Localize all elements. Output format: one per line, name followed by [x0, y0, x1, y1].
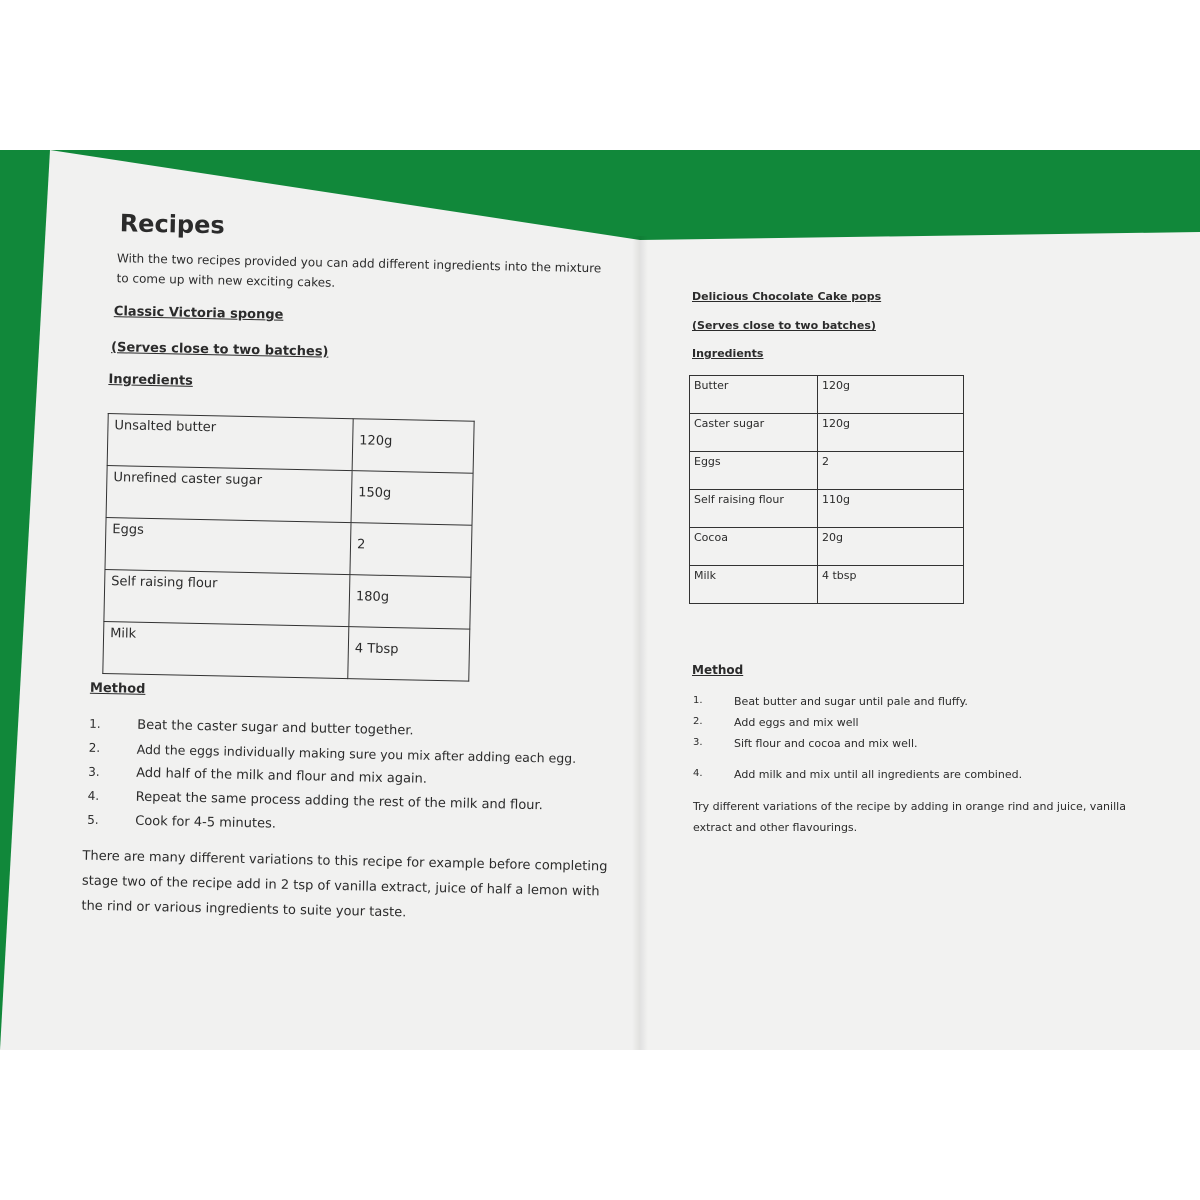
ingredient-name: Butter	[690, 376, 818, 414]
ingredients-label: Ingredients	[692, 347, 764, 360]
ingredient-name: Caster sugar	[690, 414, 818, 452]
step-number: 3.	[88, 764, 100, 779]
ingredient-qty: 110g	[818, 490, 964, 528]
intro-line-1: With the two recipes provided you can add different ingredients into the mixture	[116, 251, 602, 276]
intro-line-2: to come up with new exciting cakes.	[116, 271, 336, 290]
ingredient-qty: 120g	[818, 414, 964, 452]
variation-note-line-1: Try different variations of the recipe by adding in orange rind and juice, vanilla	[693, 800, 1126, 813]
step-number: 1.	[89, 716, 101, 731]
step-text: Add eggs and mix well	[734, 716, 859, 729]
variation-note-line-3: the rind or various ingredients to suite your taste.	[81, 898, 407, 921]
serves-note: (Serves close to two batches)	[692, 319, 876, 332]
table-row	[690, 376, 964, 414]
step-text: Sift flour and cocoa and mix well.	[734, 737, 918, 750]
ingredient-qty: 120g	[818, 376, 964, 414]
ingredient-name: Eggs	[690, 452, 818, 490]
table-row	[690, 490, 964, 528]
step-text: Add half of the milk and flour and mix again.	[136, 765, 428, 787]
ingredient-name: Self raising flour	[104, 570, 350, 627]
booklet-photo	[0, 150, 1200, 1050]
ingredient-name: Self raising flour	[690, 490, 818, 528]
ingredients-table	[689, 375, 964, 604]
table-row	[690, 452, 964, 490]
ingredient-qty: 2	[350, 523, 472, 578]
table-row	[690, 528, 964, 566]
recipe-title: Delicious Chocolate Cake pops	[692, 290, 882, 303]
step-number: 2.	[693, 716, 703, 727]
step-number: 3.	[693, 737, 703, 748]
step-number: 4.	[87, 788, 100, 803]
ingredient-name: Unsalted butter	[107, 414, 353, 471]
variation-note-line-1: There are many different variations to this recipe for example before completing	[82, 848, 608, 875]
ingredient-name: Milk	[690, 566, 818, 604]
ingredient-qty: 150g	[351, 471, 473, 526]
recipe-title: Classic Victoria sponge	[113, 304, 284, 323]
ingredient-qty: 180g	[349, 575, 471, 630]
step-number: 1.	[693, 695, 703, 706]
page-heading: Recipes	[119, 209, 225, 240]
step-text: Beat the caster sugar and butter together.	[137, 717, 414, 739]
ingredient-qty: 4 tbsp	[818, 566, 964, 604]
ingredients-label: Ingredients	[108, 372, 194, 389]
ingredient-name: Eggs	[105, 518, 351, 575]
table-row	[690, 566, 964, 604]
step-text: Add milk and mix until all ingredients are combined.	[734, 768, 1023, 781]
ingredient-qty: 20g	[818, 528, 964, 566]
ingredient-qty: 120g	[352, 419, 474, 474]
variation-note-line-2: stage two of the recipe add in 2 tsp of vanilla extract, juice of half a lemon with	[81, 873, 600, 900]
ingredient-qty: 2	[818, 452, 964, 490]
ingredient-name: Milk	[103, 622, 349, 679]
serves-note: (Serves close to two batches)	[110, 340, 329, 360]
step-text: Repeat the same process adding the rest of the milk and flour.	[135, 789, 543, 814]
step-number: 5.	[87, 812, 99, 827]
step-number: 4.	[693, 768, 703, 779]
step-number: 2.	[88, 740, 101, 755]
step-text: Beat butter and sugar until pale and fluffy.	[734, 695, 968, 708]
step-text: Cook for 4-5 minutes.	[135, 813, 277, 832]
table-row	[690, 414, 964, 452]
ingredient-name: Unrefined caster sugar	[106, 466, 352, 523]
method-label: Method	[89, 680, 146, 697]
ingredient-qty: 4 Tbsp	[348, 627, 470, 682]
right-page-content	[0, 150, 1200, 1050]
variation-note-line-2: extract and other flavourings.	[693, 821, 858, 834]
method-label: Method	[692, 663, 744, 677]
step-text: Add the eggs individually making sure you mix after adding each egg.	[136, 741, 577, 766]
ingredient-name: Cocoa	[690, 528, 818, 566]
